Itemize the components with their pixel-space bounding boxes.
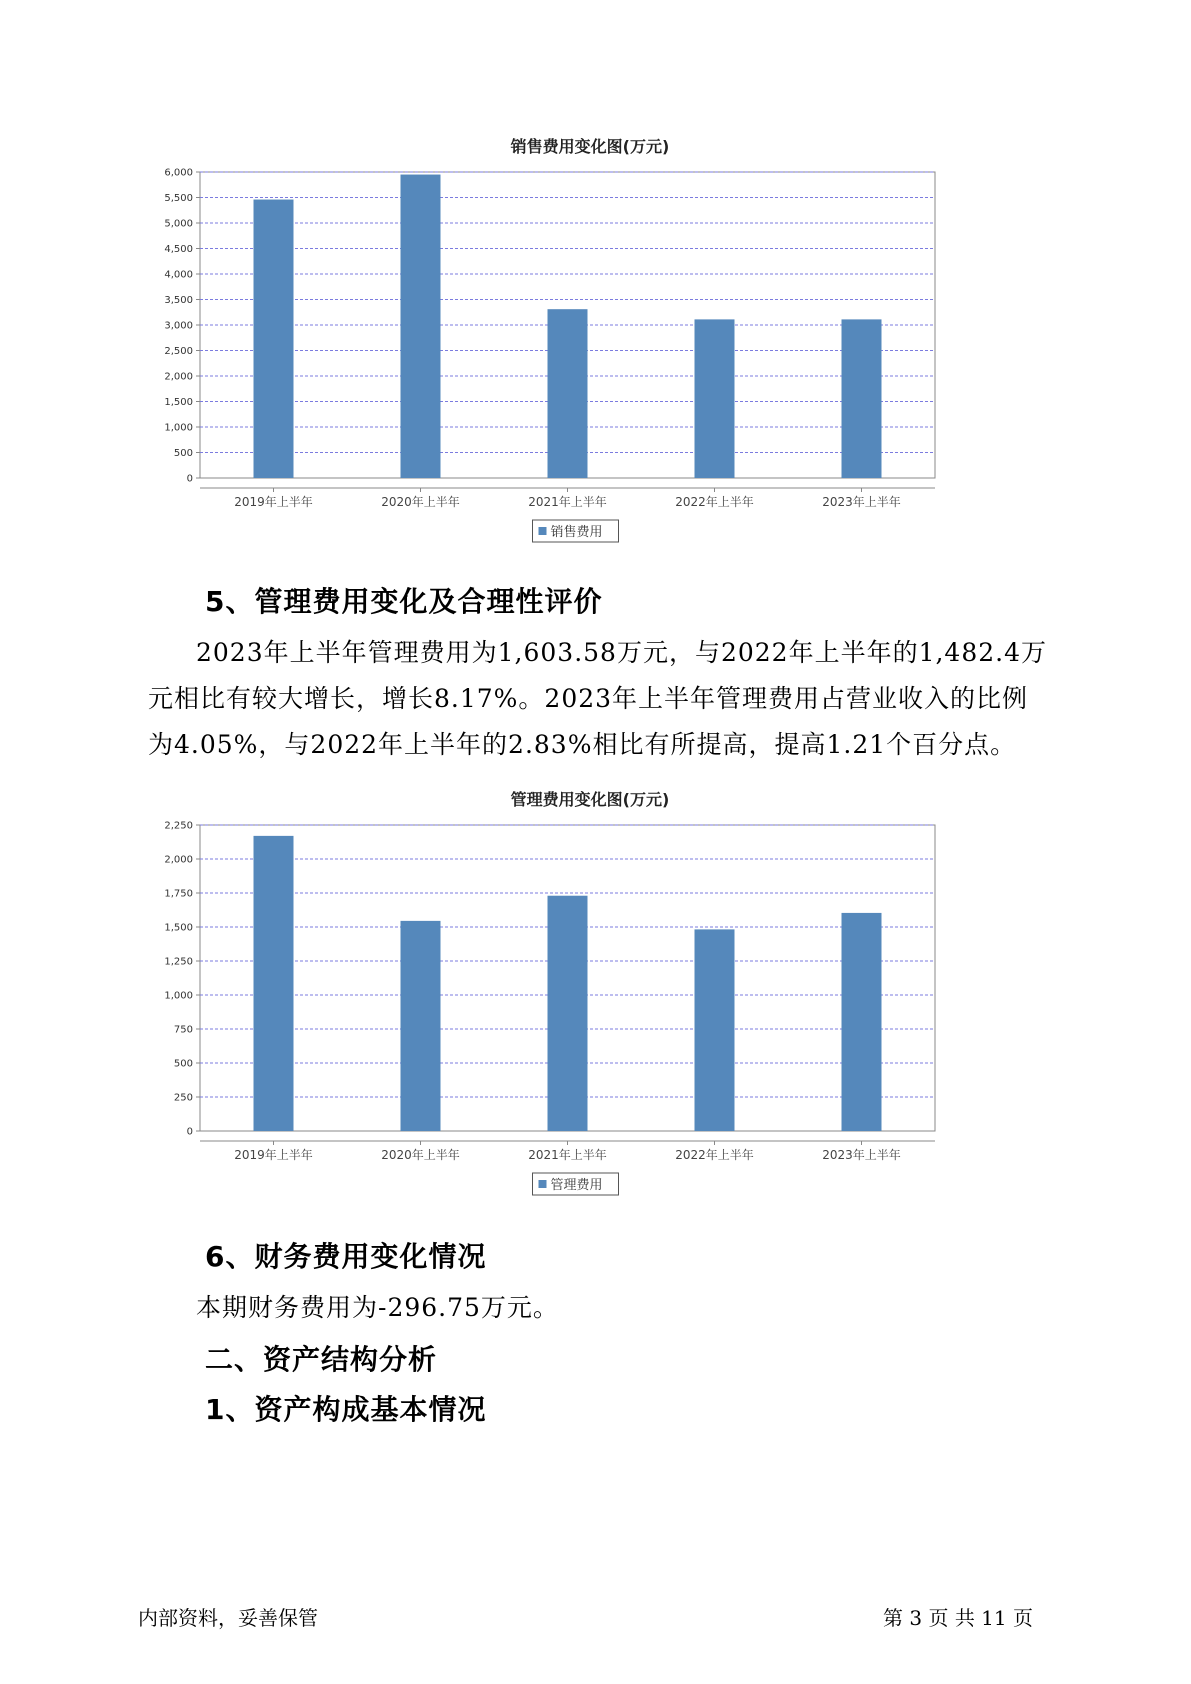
x-tick-label: 2020年上半年 <box>381 495 460 509</box>
y-tick-label: 1,750 <box>164 888 193 900</box>
y-tick-label: 5,000 <box>164 218 193 230</box>
chart-plot <box>150 160 1030 570</box>
section-heading-asset-structure: 二、资产结构分析 <box>205 1343 438 1376</box>
y-tick-label: 1,500 <box>164 922 193 934</box>
chart-title: 销售费用变化图(万元) <box>510 137 670 156</box>
admin-expense-paragraph <box>148 630 1048 768</box>
chart-title: 管理费用变化图(万元) <box>510 790 670 809</box>
x-tick-label: 2021年上半年 <box>528 1148 607 1162</box>
y-tick-label: 2,000 <box>164 854 193 866</box>
paragraph-line: 2023年上半年管理费用为1,603.58万元，与2022年上半年的1,482.4万 <box>196 638 1047 667</box>
y-tick-label: 2,250 <box>164 820 193 832</box>
x-tick-label: 2023年上半年 <box>822 495 901 509</box>
y-tick-label: 750 <box>173 1024 193 1036</box>
legend-swatch <box>539 527 547 535</box>
bar <box>548 896 588 1131</box>
y-tick-label: 250 <box>173 1092 193 1104</box>
bar <box>695 319 735 478</box>
bar <box>401 921 441 1131</box>
y-tick-label: 500 <box>173 1058 193 1070</box>
x-tick-label: 2019年上半年 <box>234 1148 313 1162</box>
bar <box>842 913 882 1131</box>
y-tick-label: 500 <box>173 448 193 459</box>
y-tick-label: 5,500 <box>164 193 193 204</box>
bar <box>254 836 294 1131</box>
x-tick-label: 2023年上半年 <box>822 1148 901 1162</box>
bar <box>254 200 294 478</box>
y-tick-label: 0 <box>186 473 193 485</box>
y-tick-label: 4,500 <box>164 244 193 255</box>
y-tick-label: 2,000 <box>164 371 193 383</box>
legend-swatch <box>539 1180 547 1188</box>
bar <box>401 175 441 478</box>
x-tick-label: 2019年上半年 <box>234 495 313 509</box>
x-tick-label: 2020年上半年 <box>381 1148 460 1162</box>
footer-page-number: 第 3 页 共 11 页 <box>883 1606 1033 1630</box>
section-heading-admin-expense: 5、管理费用变化及合理性评价 <box>205 585 603 618</box>
footer-confidential: 内部资料，妥善保管 <box>138 1606 318 1630</box>
x-tick-label: 2022年上半年 <box>675 1148 754 1162</box>
bar <box>842 319 882 478</box>
y-tick-label: 3,000 <box>164 320 193 332</box>
legend-label: 管理费用 <box>550 1178 603 1193</box>
y-tick-label: 2,500 <box>164 346 193 357</box>
finance-expense-text: 本期财务费用为-296.75万元。 <box>196 1293 559 1322</box>
y-tick-label: 0 <box>186 1126 193 1138</box>
legend-label: 销售费用 <box>550 525 603 540</box>
admin-expense-chart <box>150 783 1030 1213</box>
chart-plot <box>150 813 1030 1223</box>
y-tick-label: 1,500 <box>164 397 193 408</box>
paragraph-line: 元相比有较大增长，增长8.17%。2023年上半年管理费用占营业收入的比例 <box>148 684 1029 713</box>
bar <box>695 929 735 1131</box>
paragraph-line: 为4.05%，与2022年上半年的2.83%相比有所提高，提高1.21个百分点。 <box>148 730 1017 759</box>
bar <box>548 309 588 478</box>
x-tick-label: 2021年上半年 <box>528 495 607 509</box>
sales-expense-chart <box>150 130 1030 560</box>
y-tick-label: 4,000 <box>164 269 193 281</box>
y-tick-label: 1,000 <box>164 990 193 1002</box>
section-heading-finance-expense: 6、财务费用变化情况 <box>205 1240 487 1273</box>
y-tick-label: 6,000 <box>164 167 193 179</box>
x-tick-label: 2022年上半年 <box>675 495 754 509</box>
section-heading-asset-composition: 1、资产构成基本情况 <box>205 1393 487 1426</box>
y-tick-label: 3,500 <box>164 295 193 306</box>
y-tick-label: 1,250 <box>164 956 193 968</box>
y-tick-label: 1,000 <box>164 422 193 434</box>
